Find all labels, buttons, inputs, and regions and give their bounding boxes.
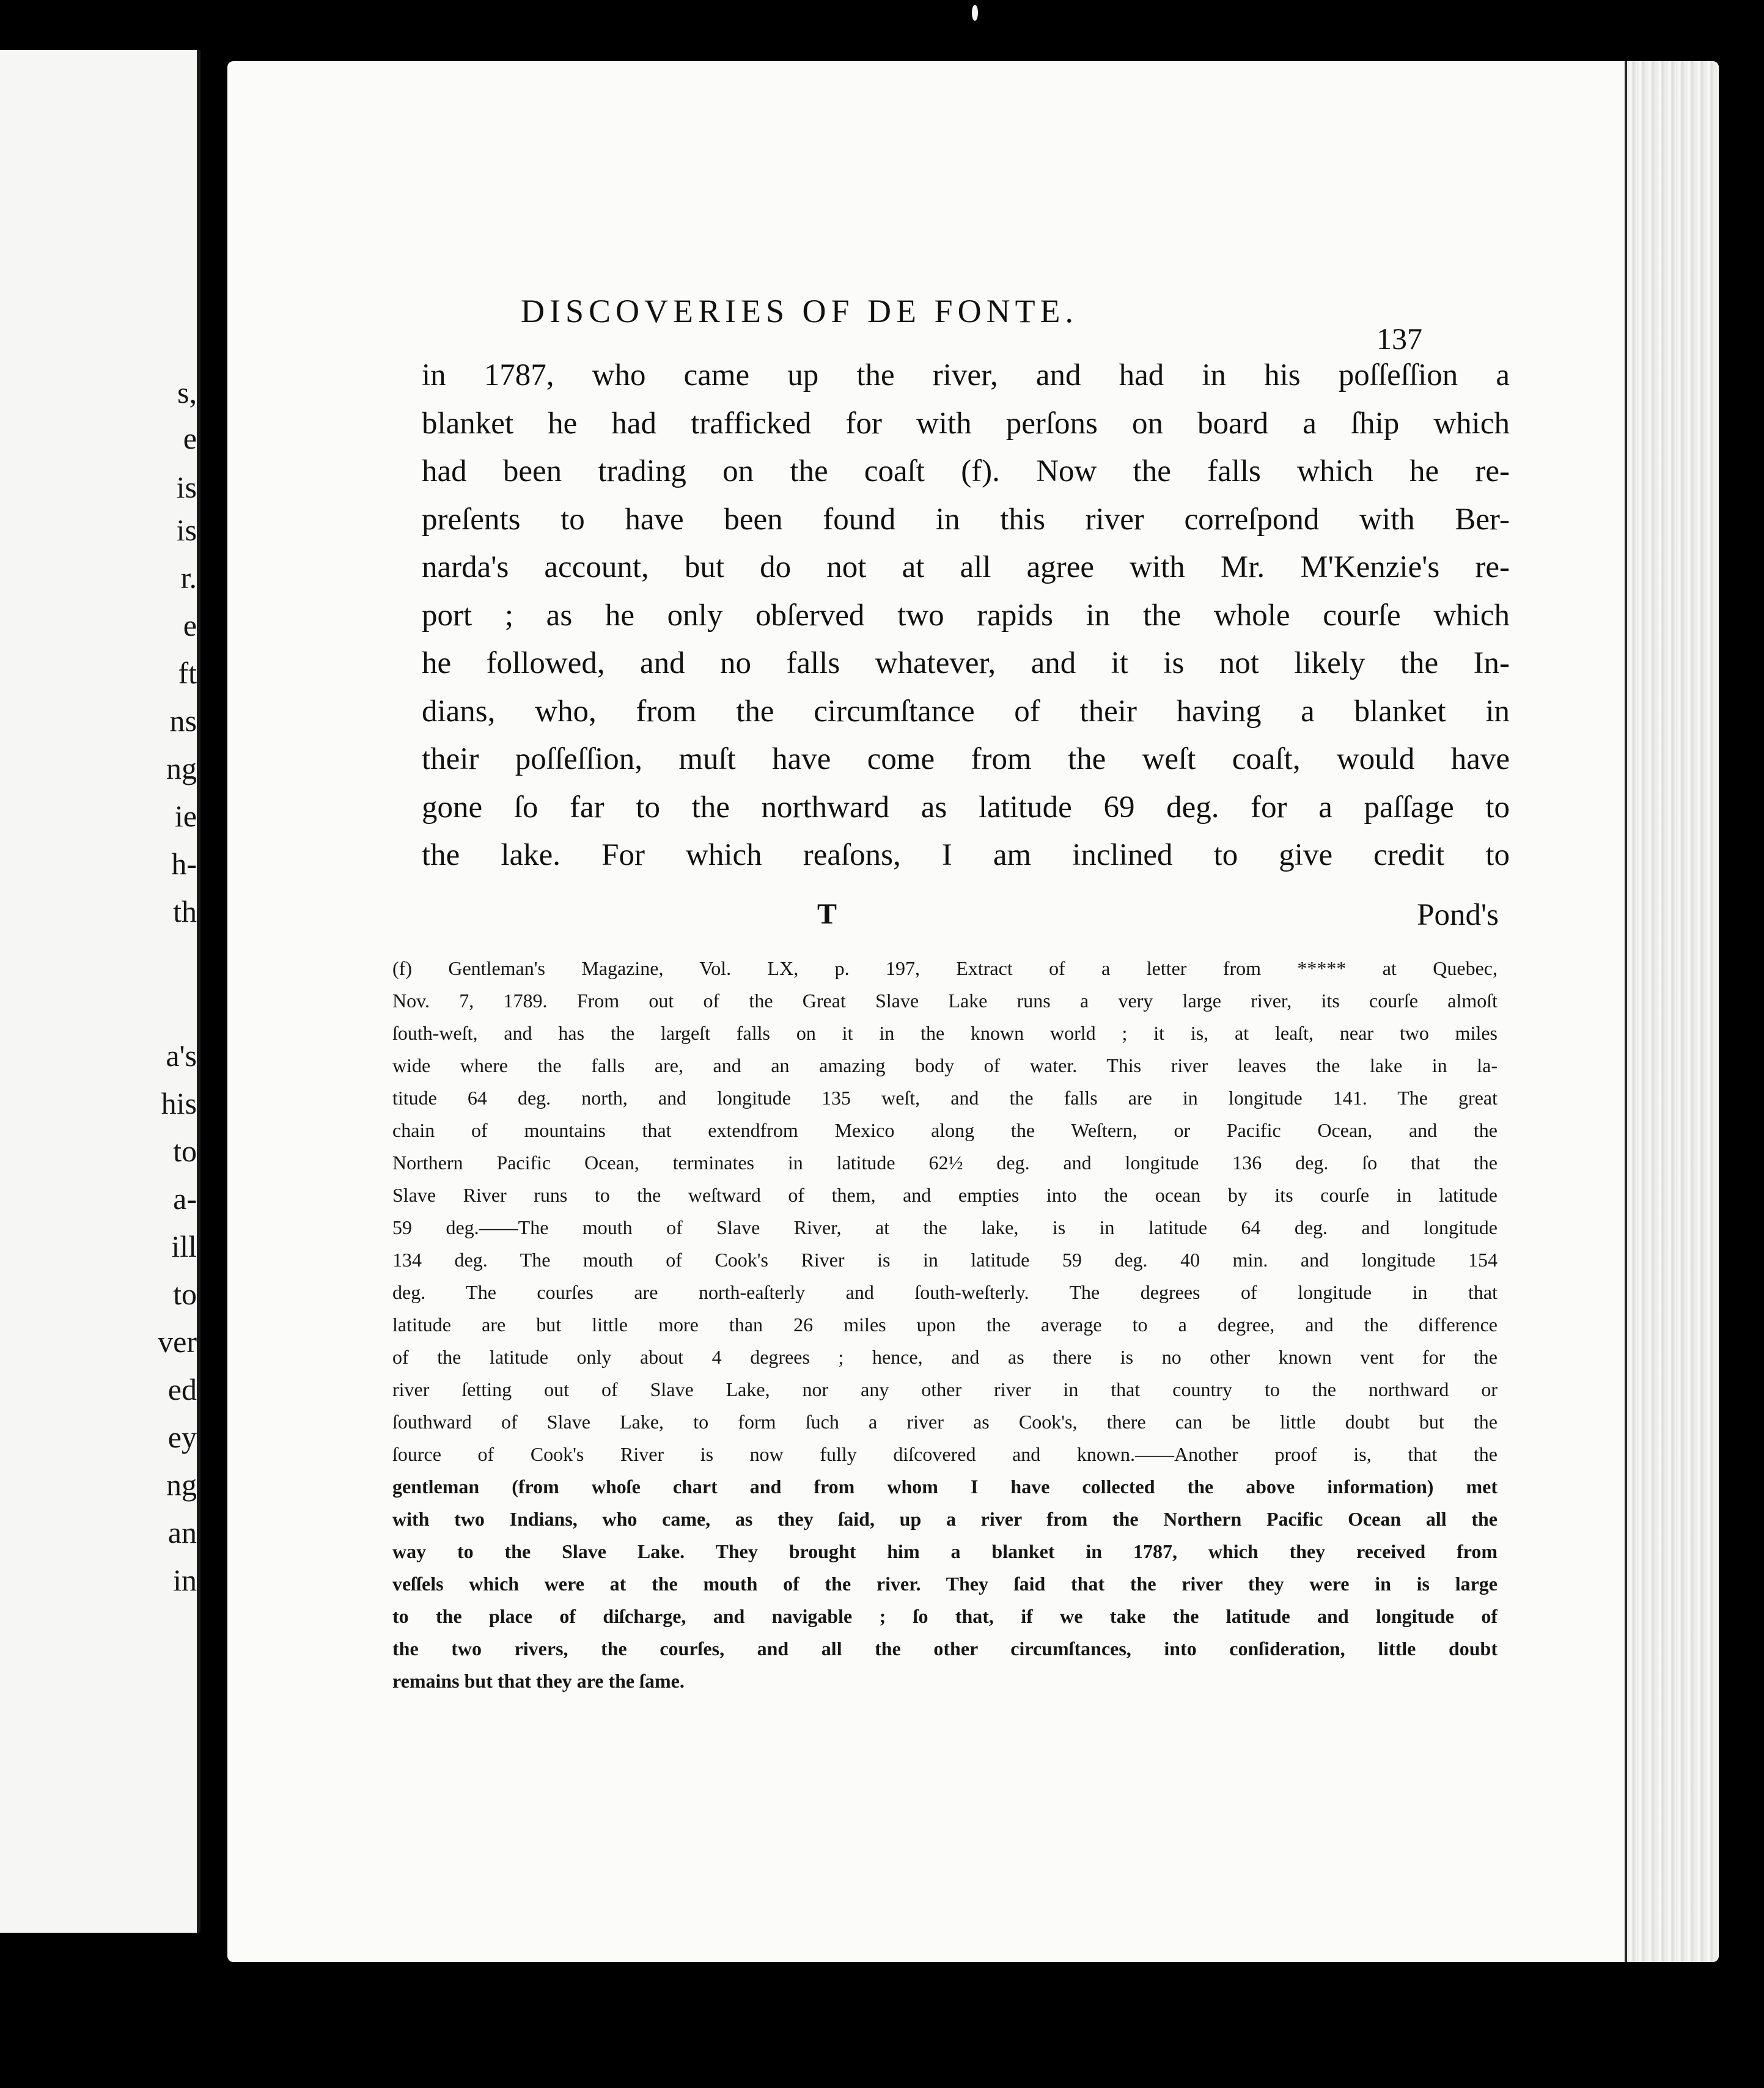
- footnote: [392, 952, 1498, 1697]
- body-line: gone ſo far to the northward as latitude 69 deg. for a paſſage to: [422, 790, 1510, 825]
- left-fragment: in: [173, 1563, 197, 1597]
- left-fragment: ey: [167, 1420, 197, 1454]
- footnote-line: 59 deg.——The mouth of Slave River, at the lake, is in latitude 64 deg. and longitude: [392, 1216, 1498, 1238]
- left-fragment: ed: [167, 1372, 197, 1406]
- left-fragment: ie: [174, 799, 197, 833]
- footnote-line: ſouthward of Slave Lake, to form ſuch a river as Cook's, there can be little doubt but the: [392, 1411, 1498, 1433]
- left-fragment: ver: [158, 1325, 197, 1359]
- footnote-line: ſource of Cook's River is now fully diſcovered and known.——Another proof is, that the: [392, 1443, 1498, 1465]
- body-line: dians, who, from the circumſtance of their having a blanket in: [422, 694, 1510, 729]
- body-line: preſents to have been found in this river correſpond with Ber-: [422, 502, 1510, 537]
- left-facing-page: [0, 50, 200, 1933]
- left-fragment: ng: [166, 751, 197, 785]
- footnote-line: Nov. 7, 1789. From out of the Great Slave Lake runs a very large river, its courſe almoſt: [392, 990, 1498, 1012]
- left-fragment: ill: [171, 1229, 197, 1263]
- left-fragment: ns: [169, 704, 197, 738]
- body-text: [422, 351, 1510, 880]
- footnote-line: to the place of diſcharge, and navigable ; ſo that, if we take the latitude and longitude of: [392, 1605, 1498, 1627]
- footnote-line: veſſels which were at the mouth of the river. They ſaid that the river they were in is large: [392, 1573, 1498, 1595]
- body-line: he followed, and no falls whatever, and it is not likely the In-: [422, 646, 1510, 680]
- left-fragment: s,: [177, 375, 197, 410]
- catchword: Pond's: [1417, 898, 1499, 932]
- left-fragment: a-: [173, 1182, 197, 1216]
- left-fragment: a's: [166, 1038, 197, 1073]
- body-line: in 1787, who came up the river, and had in his poſſeſſion a: [422, 358, 1510, 392]
- footnote-line: 134 deg. The mouth of Cook's River is in latitude 59 deg. 40 min. and longitude 154: [392, 1249, 1498, 1271]
- footnote-line: ſouth-weſt, and has the largeſt falls on it in the known world ; it is, at leaſt, near two miles: [392, 1022, 1498, 1044]
- left-fragment: is: [176, 513, 197, 547]
- footnote-line: remains but that they are the ſame.: [392, 1670, 685, 1692]
- footnote-line: wide where the falls are, and an amazing body of water. This river leaves the lake in la-: [392, 1054, 1498, 1076]
- signature-mark: T: [817, 898, 837, 930]
- left-fragment: e: [183, 421, 197, 455]
- footnote-line: river ſetting out of Slave Lake, nor any other river in that country to the northward or: [392, 1378, 1498, 1400]
- body-line: their poſſeſſion, muſt have come from the weſt coaſt, would have: [422, 742, 1510, 776]
- body-line: port ; as he only obſerved two rapids in the whole courſe which: [422, 598, 1510, 633]
- footnote-line: chain of mountains that extendfrom Mexico along the Weſtern, or Pacific Ocean, and the: [392, 1119, 1498, 1141]
- footnote-line: Northern Pacific Ocean, terminates in latitude 62½ deg. and longitude 136 deg. ſo that the: [392, 1152, 1498, 1174]
- body-line: blanket he had trafficked for with perſons on board a ſhip which: [422, 406, 1510, 441]
- left-fragment: ft: [178, 656, 197, 690]
- footnote-line: deg. The courſes are north-eaſterly and ſouth-weſterly. The degrees of longitude in that: [392, 1281, 1498, 1303]
- footnote-line: (f) Gentleman's Magazine, Vol. LX, p. 197, Extract of a letter from ***** at Quebec,: [392, 957, 1498, 979]
- body-line: had been trading on the coaſt (f). Now the falls which he re-: [422, 454, 1510, 488]
- footnote-line: the two rivers, the courſes, and all the other circumſtances, into conſideration, little doubt: [392, 1638, 1498, 1660]
- footnote-line: Slave River runs to the weſtward of them, and empties into the ocean by its courſe in latitude: [392, 1184, 1498, 1206]
- left-fragment: an: [167, 1515, 197, 1549]
- footnote-line: of the latitude only about 4 degrees ; hence, and as there is no other known vent for the: [392, 1346, 1498, 1368]
- footnote-line: with two Indians, who came, as they ſaid, up a river from the Northern Pacific Ocean all the: [392, 1508, 1498, 1530]
- left-fragment: to: [173, 1134, 197, 1168]
- page-number: 137: [1376, 322, 1422, 356]
- footnote-line: latitude are but little more than 26 miles upon the average to a degree, and the difference: [392, 1314, 1498, 1336]
- left-fragment: his: [161, 1086, 197, 1120]
- left-fragment: to: [173, 1277, 197, 1311]
- body-line: narda's account, but do not at all agree with Mr. M'Kenzie's re-: [422, 550, 1510, 584]
- book-page: [227, 61, 1719, 1962]
- left-fragment: ng: [166, 1468, 197, 1502]
- scan-speck: [972, 5, 978, 21]
- left-fragment: r.: [180, 561, 197, 595]
- footnote-line: titude 64 deg. north, and longitude 135 weſt, and the falls are in longitude 141. The great: [392, 1087, 1498, 1109]
- footnote-line: gentleman (from whoſe chart and from whom I have collected the above information) met: [392, 1476, 1498, 1498]
- body-line: the lake. For which reaſons, I am inclined to give credit to: [422, 838, 1510, 872]
- left-fragment: h-: [171, 847, 197, 881]
- left-fragment: th: [173, 894, 197, 928]
- page-edge: [1625, 61, 1719, 1962]
- running-head: DISCOVERIES OF DE FONTE.: [521, 293, 1079, 329]
- left-fragment: e: [183, 608, 197, 642]
- footnote-line: way to the Slave Lake. They brought him a blanket in 1787, which they received from: [392, 1540, 1498, 1562]
- left-fragment: is: [176, 470, 197, 504]
